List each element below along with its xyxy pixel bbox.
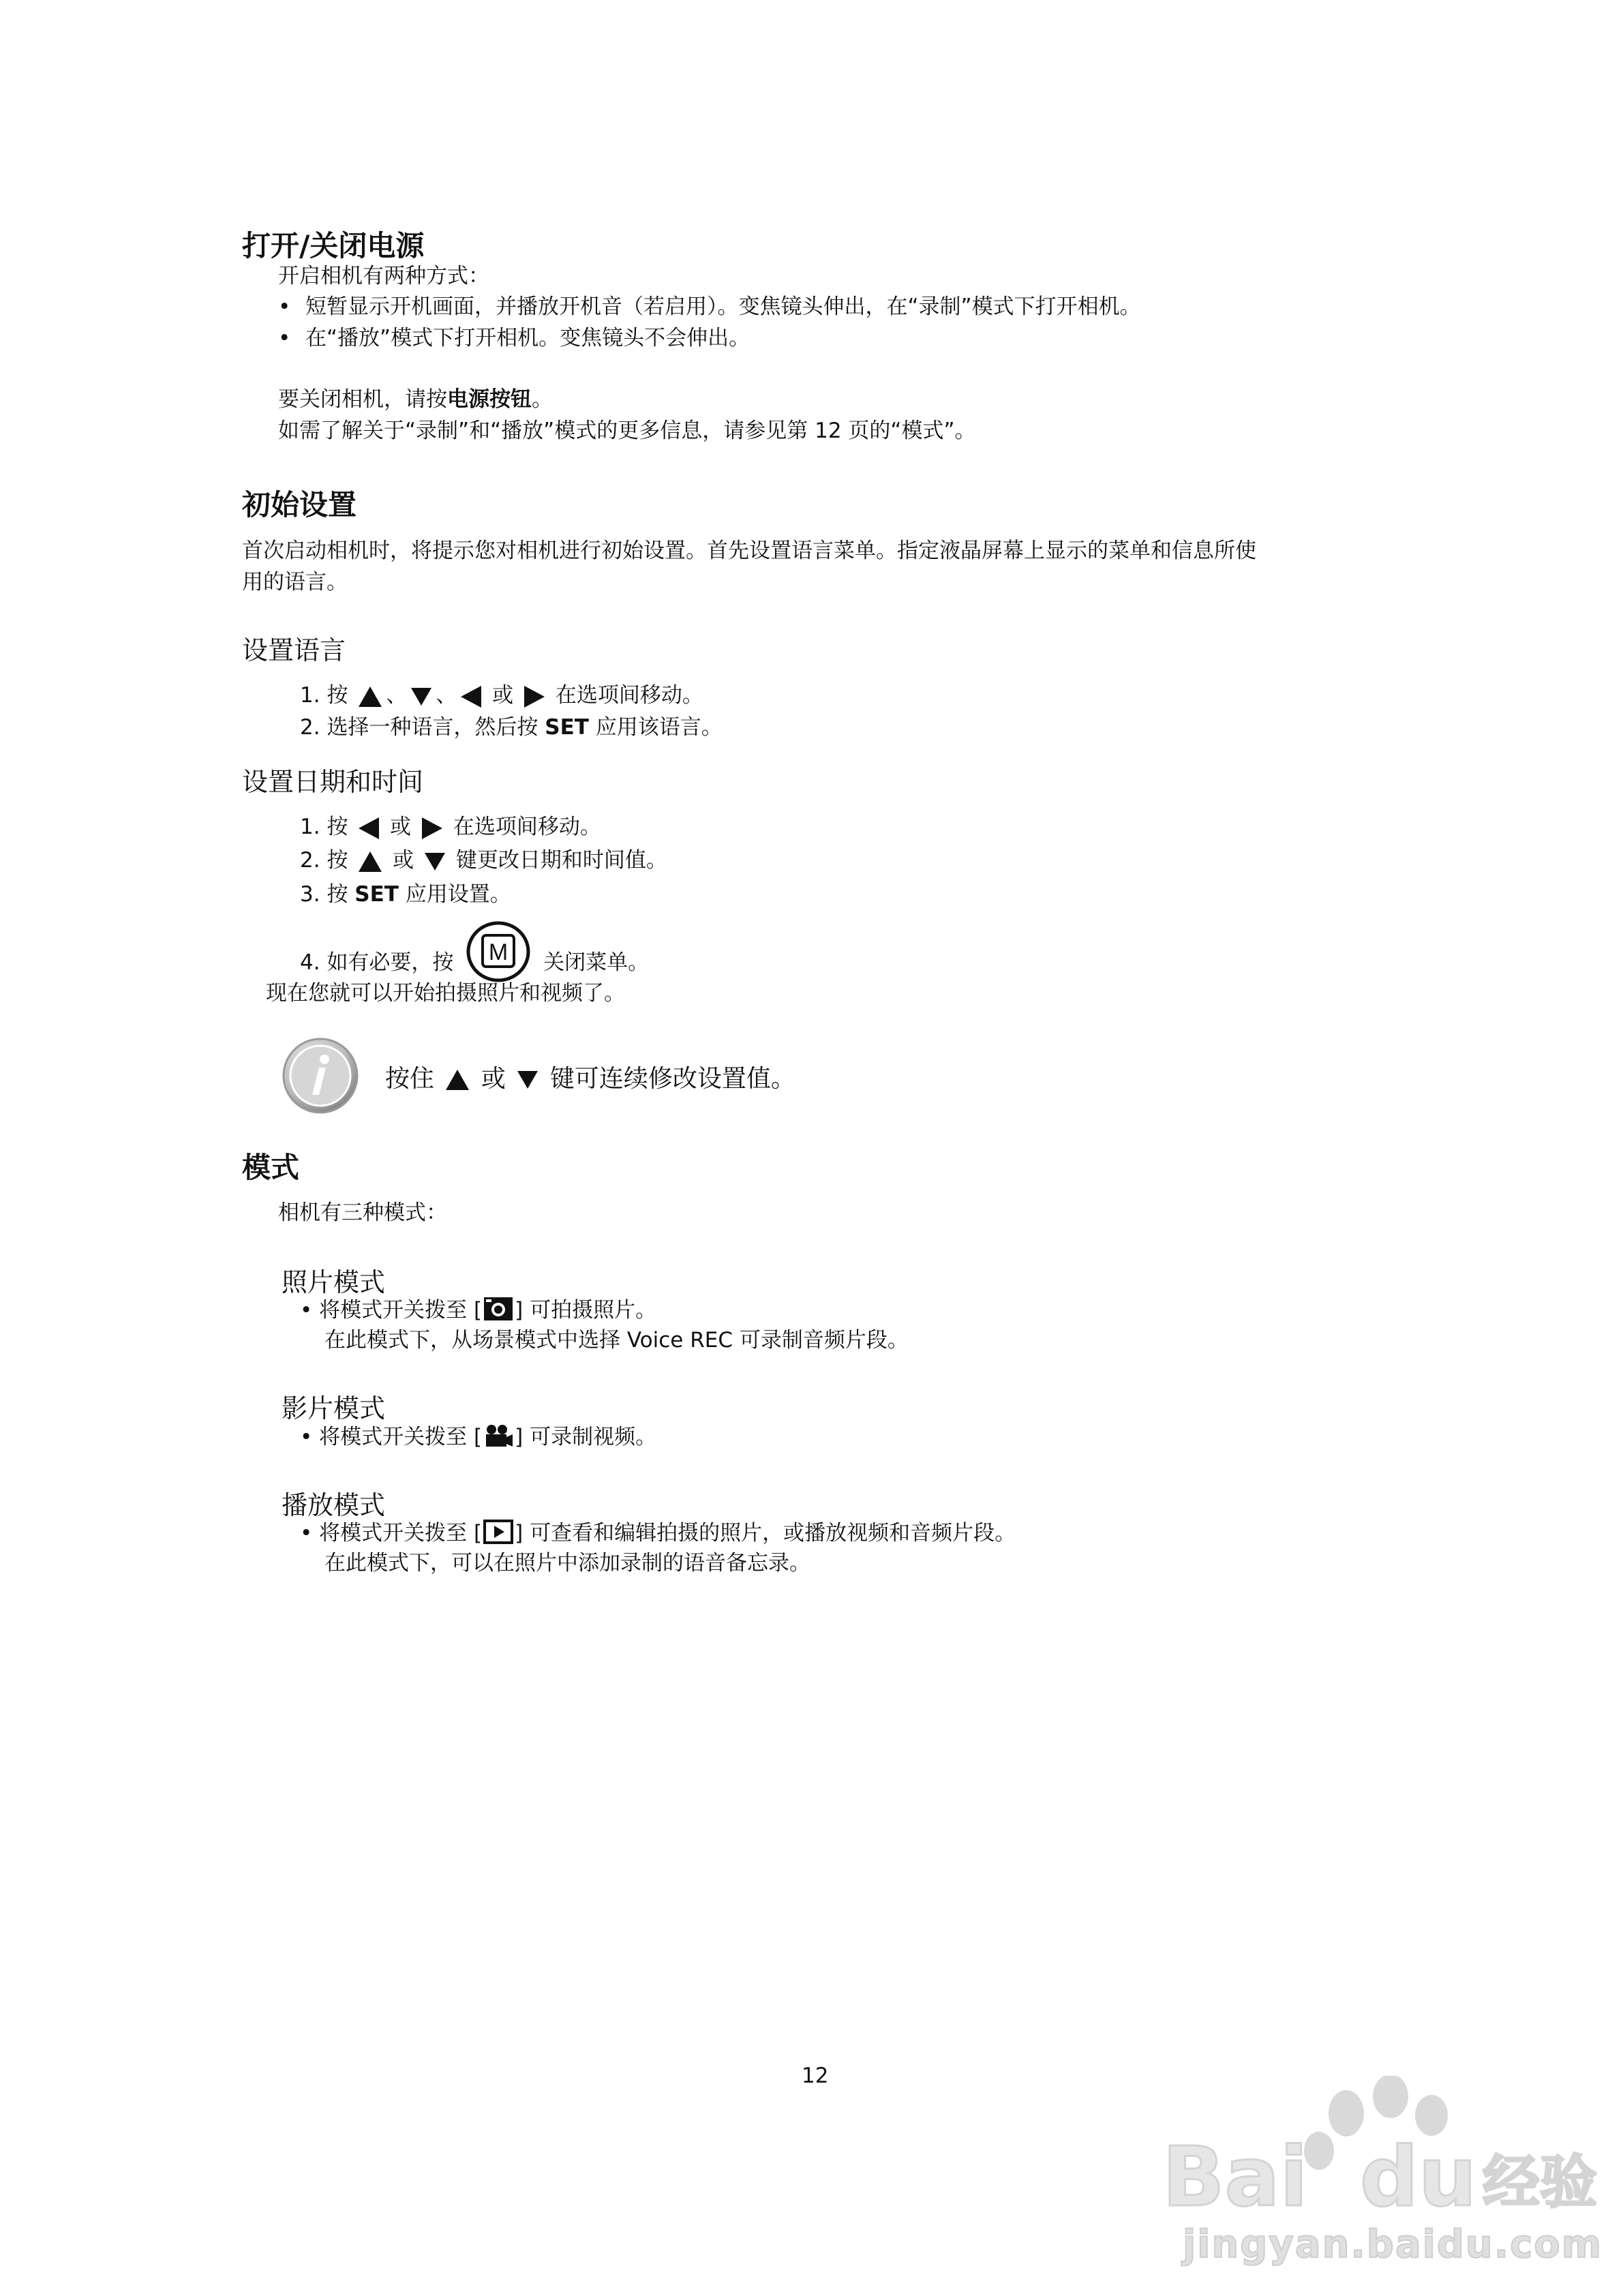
step-number: 4.: [300, 950, 320, 975]
power-bullet-2: 在“播放”模式下打开相机。变焦镜头不会伸出。: [305, 326, 750, 350]
list-item: [278, 292, 290, 322]
watermark: [1162, 2076, 1605, 2280]
watermark-url: jingyan.baidu.com: [1183, 2222, 1603, 2267]
power-intro: 开启相机有两种方式：: [278, 264, 489, 288]
left-arrow-icon: [359, 817, 379, 839]
set-key-label: SET: [354, 882, 399, 907]
mode-text: 可录制视频。: [530, 1425, 657, 1449]
initial-body-line2: 用的语言。: [242, 570, 348, 594]
modes-intro: 相机有三种模式：: [278, 1200, 447, 1225]
step-text: 按: [327, 815, 348, 839]
step-text: 选择一种语言，然后按: [327, 715, 539, 740]
tip-text: [385, 1059, 795, 1094]
step-number: 3.: [300, 882, 320, 907]
datetime-step-2: [300, 845, 667, 875]
initial-body-line1: 首次启动相机时，将提示您对相机进行初始设置。首先设置语言菜单。指定液晶屏幕上显示的菜单和信息所使: [242, 539, 1256, 563]
svg-text:du: du: [1360, 2130, 1477, 2225]
datetime-step-3: [300, 879, 511, 909]
bracket: [: [474, 1425, 483, 1449]
power-close-prefix: 要关闭相机，请按: [278, 387, 447, 412]
or-text: 或: [393, 848, 414, 873]
separator: 、: [386, 683, 408, 708]
lang-subtitle: 设置语言: [242, 635, 346, 665]
play-mode-title: 播放模式: [282, 1490, 386, 1520]
info-icon: [281, 1036, 360, 1118]
right-arrow-icon: [524, 686, 545, 708]
bracket: ]: [515, 1298, 524, 1323]
bracket: ]: [515, 1425, 524, 1449]
movie-mode-title: 影片模式: [282, 1393, 386, 1423]
datetime-subtitle: 设置日期和时间: [242, 767, 424, 797]
initial-section-title: 初始设置: [242, 488, 357, 522]
step-text: 在选项间移动。: [453, 815, 601, 839]
lang-step-1: [300, 680, 703, 710]
step-text: 在选项间移动。: [555, 683, 703, 708]
right-arrow-icon: [422, 817, 442, 839]
or-text: 或: [492, 683, 514, 708]
playback-icon: [483, 1520, 513, 1552]
down-arrow-icon: [425, 853, 445, 871]
down-arrow-icon: [517, 1071, 538, 1089]
or-text: 或: [390, 815, 412, 839]
play-mode-bullet: [300, 1518, 1016, 1552]
step-number: 2.: [300, 715, 320, 740]
or-text: 或: [481, 1065, 506, 1093]
power-close-text: [278, 384, 553, 414]
bracket: [: [474, 1521, 483, 1545]
page-number: 12: [802, 2064, 829, 2088]
list-item: [278, 323, 290, 353]
mode-text: 可拍摄照片。: [530, 1298, 657, 1323]
mode-text: 将模式开关拨至: [319, 1521, 468, 1545]
power-close-suffix: 。: [532, 387, 553, 412]
bullet: •: [300, 1425, 313, 1449]
photo-mode-note: 在此模式下，从场景模式中选择 Voice REC 可录制音频片段。: [324, 1328, 909, 1353]
tip-text-a: 按住: [385, 1065, 435, 1093]
down-arrow-icon: [411, 688, 431, 706]
power-more-info: 如需了解关于“录制”和“播放”模式的更多信息，请参见第 12 页的“模式”。: [278, 419, 976, 443]
step-text: 按: [327, 683, 348, 708]
bracket: [: [474, 1298, 483, 1323]
bullet: •: [300, 1298, 313, 1323]
step-text: 键更改日期和时间值。: [455, 848, 667, 873]
step-number: 2.: [300, 848, 320, 873]
tip-text-b: 键可连续修改设置值。: [549, 1065, 795, 1093]
step-text: 应用该语言。: [595, 715, 723, 740]
bullet: •: [278, 326, 291, 350]
svg-text:Bai: Bai: [1162, 2130, 1308, 2225]
up-arrow-icon: [359, 686, 382, 707]
camera-icon: [483, 1297, 513, 1329]
movie-mode-bullet: [300, 1422, 656, 1456]
up-arrow-icon: [359, 851, 382, 872]
step-number: 1.: [300, 815, 320, 839]
step-number: 1.: [300, 683, 320, 708]
movie-camera-icon: [483, 1423, 513, 1456]
power-bullet-1: 短暂显示开机画面，并播放开机音（若启用）。变焦镜头伸出，在“录制”模式下打开相机。: [305, 294, 1141, 319]
play-mode-note: 在此模式下，可以在照片中添加录制的语音备忘录。: [324, 1551, 810, 1575]
mode-text: 将模式开关拨至: [319, 1425, 468, 1449]
datetime-ready-text: 现在您就可以开始拍摄照片和视频了。: [266, 981, 625, 1006]
power-section-title: 打开/关闭电源: [242, 229, 425, 262]
modes-section-title: 模式: [242, 1151, 300, 1184]
step-text: 关闭菜单。: [543, 950, 650, 975]
mode-text: 将模式开关拨至: [319, 1298, 468, 1323]
datetime-step-1: [300, 812, 601, 842]
step-text: 如有必要，按: [327, 950, 454, 975]
set-key-label: SET: [545, 715, 589, 740]
step-text: 按: [327, 848, 348, 873]
up-arrow-icon: [446, 1070, 469, 1090]
lang-step-2: [300, 712, 723, 742]
separator: 、: [436, 683, 457, 708]
photo-mode-bullet: [300, 1295, 656, 1329]
mode-text: 可查看和编辑拍摄的照片，或播放视频和音频片段。: [530, 1521, 1016, 1545]
svg-text:经验: 经验: [1483, 2149, 1598, 2216]
bullet: •: [300, 1521, 313, 1545]
power-button-label: 电源按钮: [447, 387, 532, 412]
left-arrow-icon: [461, 686, 481, 708]
photo-mode-title: 照片模式: [282, 1267, 386, 1297]
m-letter: M: [489, 939, 509, 965]
bracket: ]: [515, 1521, 524, 1545]
bullet: •: [278, 294, 291, 319]
step-text: 应用设置。: [405, 882, 511, 907]
step-text: 按: [327, 882, 348, 907]
